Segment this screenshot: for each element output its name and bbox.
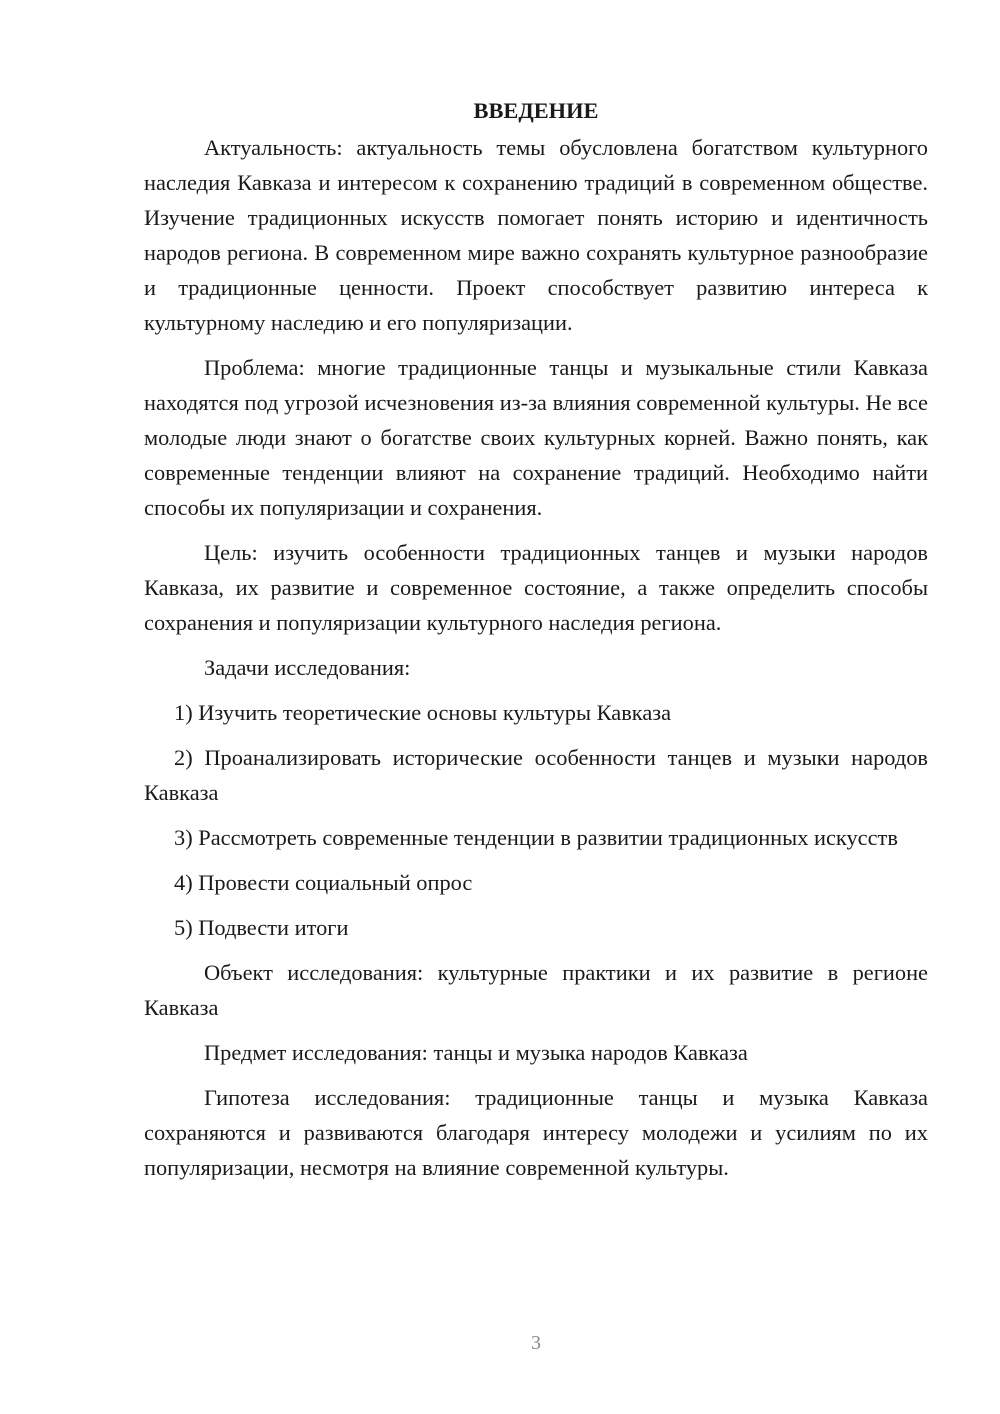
task-item: 4) Провести социальный опрос: [174, 870, 473, 895]
section-title: ВВЕДЕНИЕ: [473, 98, 599, 123]
task-item: 2) Проанализировать исторические особенности танцев и музыки народов Кавказа: [144, 745, 928, 805]
goal-paragraph: Цель: изучить особенности традиционных танцев и музыки народов Кавказа, их развитие и современное состояние, а также определить способы сохранения и популяризации культурного наследия региона.: [144, 540, 928, 635]
task-item: 5) Подвести итоги: [174, 915, 349, 940]
subject-paragraph: Предмет исследования: танцы и музыка народов Кавказа: [204, 1040, 748, 1065]
hypothesis-paragraph: Гипотеза исследования: традиционные танцы и музыка Кавказа сохраняются и развиваются благодаря интересу молодежи и усилиям по их популяризации, несмотря на влияние современной культуры.: [144, 1085, 928, 1180]
problem-paragraph: Проблема: многие традиционные танцы и музыкальные стили Кавказа находятся под угрозой исчезновения из-за влияния современной культуры. Не все молодые люди знают о богатстве своих культурных корней. Важно понять, как современные тенденции влияют на сохранение традиций. Необходимо найти способы их популяризации и сохранения.: [144, 355, 928, 520]
document-page: [144, 96, 928, 1185]
relevance-paragraph: Актуальность: актуальность темы обусловлена богатством культурного наследия Кавказа и интересом к сохранению традиций в современном обществе. Изучение традиционных искусств помогает понять историю и идентичность народов региона. В современном мире важно сохранять культурное разнообразие и традиционные ценности. Проект способствует развитию интереса к культурному наследию и его популяризации.: [144, 135, 928, 335]
task-item: 1) Изучить теоретические основы культуры Кавказа: [174, 700, 672, 725]
page-number: 3: [531, 1332, 541, 1354]
tasks-heading: Задачи исследования:: [204, 655, 411, 680]
object-paragraph: Объект исследования: культурные практики и их развитие в регионе Кавказа: [144, 960, 928, 1020]
task-item: 3) Рассмотреть современные тенденции в развитии традиционных искусств: [174, 825, 898, 850]
